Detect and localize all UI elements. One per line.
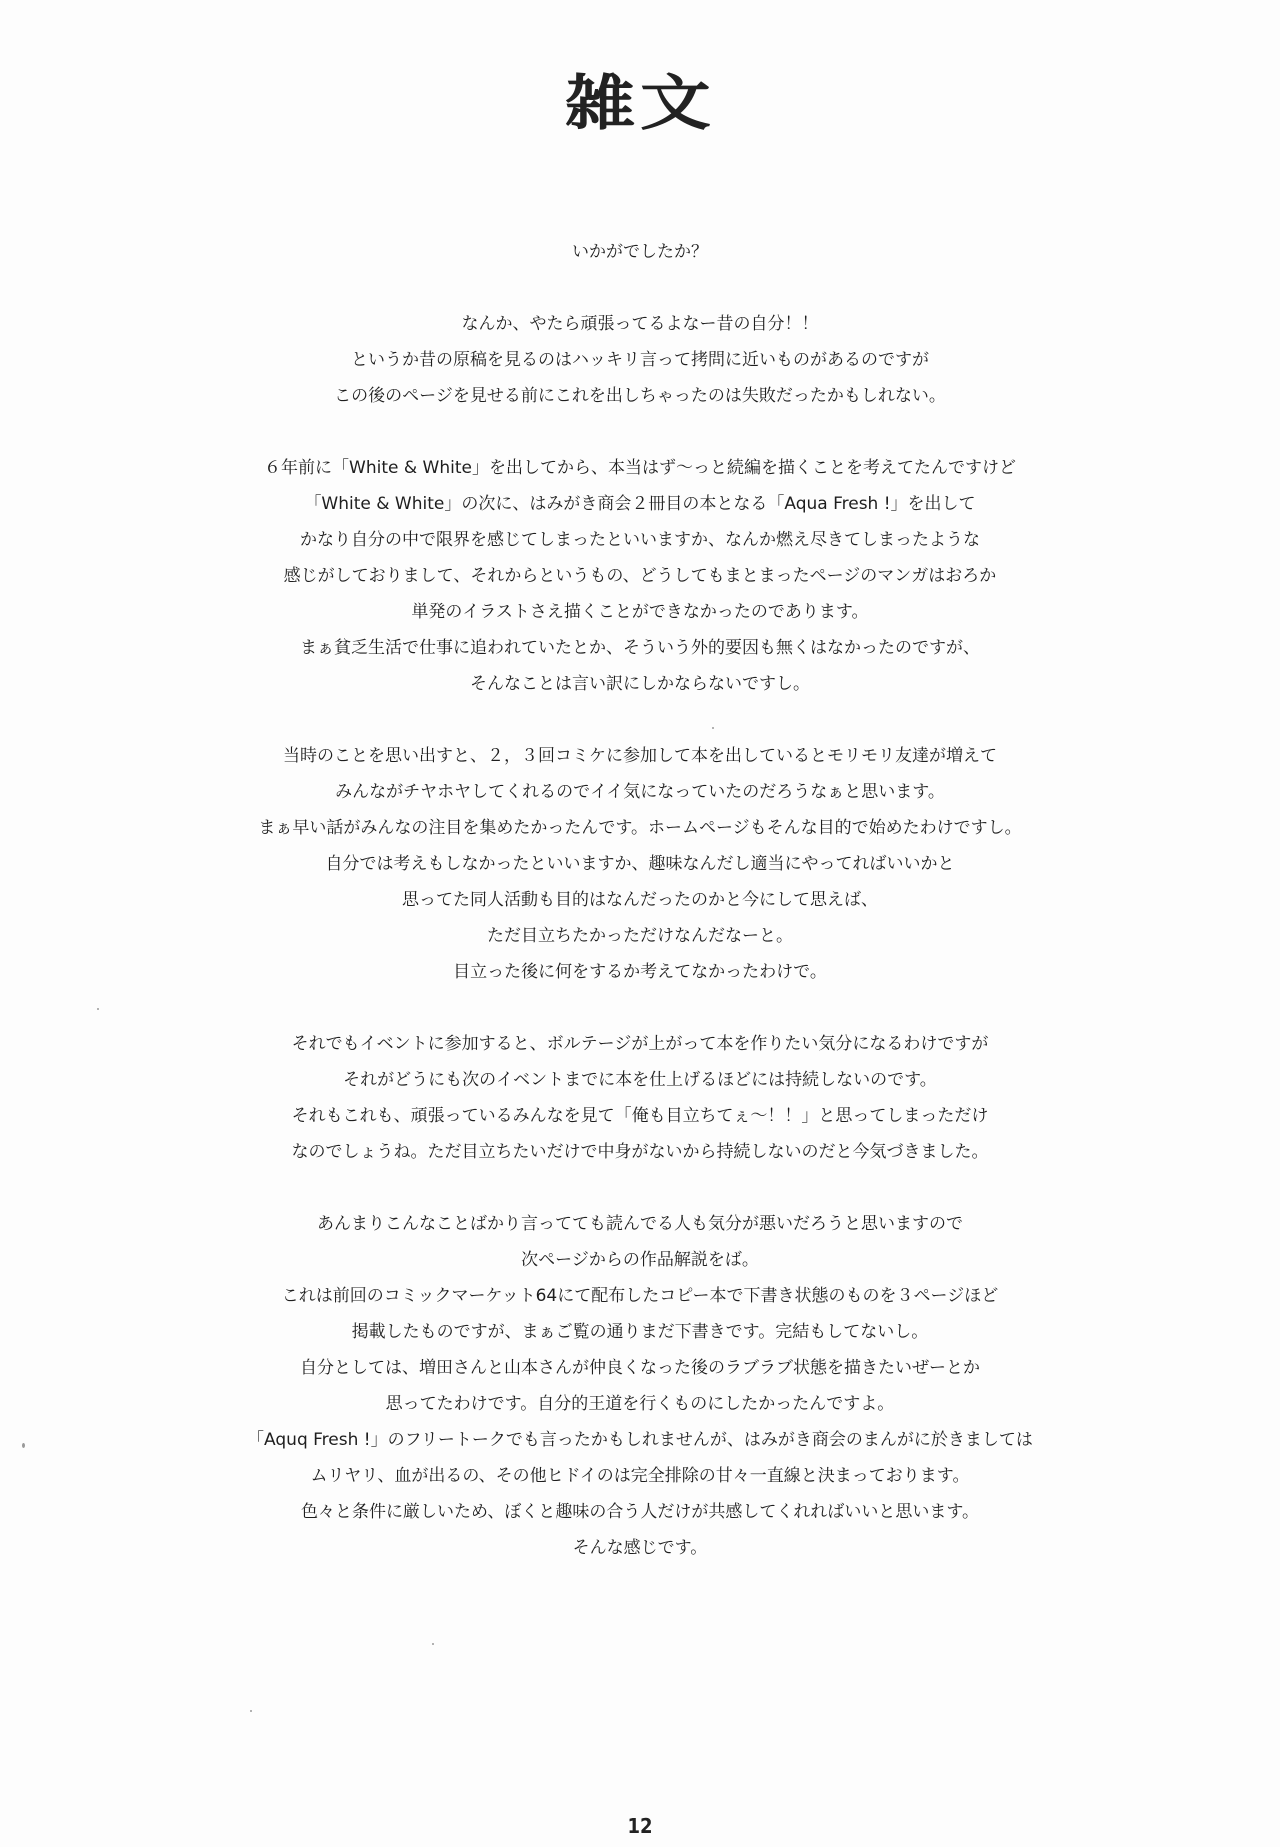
scan-speck bbox=[432, 1643, 434, 1645]
text-line: 次ページからの作品解説をば。 bbox=[521, 1250, 759, 1270]
text-line: まぁ貧乏生活で仕事に追われていたとか、そういう外的要因も無くはなかったのですが、 bbox=[300, 638, 980, 658]
text-line: 当時のことを思い出すと、２，３回コミケに参加して本を出しているとモリモリ友達が増えて bbox=[283, 746, 997, 766]
text-line: みんながチヤホヤしてくれるのでイイ気になっていたのだろうなぁと思います。 bbox=[335, 782, 945, 802]
text-line: そんな感じです。 bbox=[572, 1538, 708, 1558]
scan-speck bbox=[97, 1008, 99, 1010]
text-line: というか昔の原稿を見るのはハッキリ言って拷問に近いものがあるのですが bbox=[351, 350, 929, 370]
scan-speck bbox=[250, 1710, 252, 1712]
text-line: 自分では考えもしなかったといいますか、趣味なんだし適当にやってればいいかと bbox=[325, 854, 955, 874]
paragraph bbox=[0, 1026, 1280, 1170]
text-line: 感じがしておりまして、それからというもの、どうしてもまとまったページのマンガはおろか bbox=[283, 566, 997, 586]
paragraph bbox=[0, 738, 1280, 990]
text-line: あんまりこんなことばかり言ってても読んでる人も気分が悪いだろうと思いますので bbox=[317, 1214, 963, 1234]
text-line: 「White & White」の次に、はみがき商会２冊目の本となる「Aqua Fresh !」を出して bbox=[304, 494, 976, 514]
text-line: 色々と条件に厳しいため、ぼくと趣味の合う人だけが共感してくれればいいと思います。 bbox=[301, 1502, 979, 1522]
paragraph bbox=[0, 234, 1280, 270]
text-line: そんなことは言い訳にしかならないですし。 bbox=[470, 674, 810, 694]
text-line: なのでしょうね。ただ目立ちたいだけで中身がないから持続しないのだと今気づきました。 bbox=[291, 1142, 989, 1162]
text-line: それもこれも、頑張っているみんなを見て「俺も目立ちてぇ～！！」と思ってしまっただけ bbox=[291, 1106, 989, 1126]
text-line: 目立った後に何をするか考えてなかったわけで。 bbox=[453, 962, 827, 982]
text-line: 自分としては、増田さんと山本さんが仲良くなった後のラブラブ状態を描きたいぜーとか bbox=[300, 1358, 980, 1378]
text-line: 掲載したものですが、まぁご覧の通りまだ下書きです。完結もしてないし。 bbox=[351, 1322, 929, 1342]
essay-body bbox=[0, 234, 1280, 1602]
text-line: これは前回のコミックマーケット64にて配布したコピー本で下書き状態のものを３ページほど bbox=[281, 1286, 999, 1306]
text-line: 単発のイラストさえ描くことができなかったのであります。 bbox=[411, 602, 869, 622]
paragraph bbox=[0, 450, 1280, 702]
text-line: 思ってたわけです。自分的王道を行くものにしたかったんですよ。 bbox=[385, 1394, 895, 1414]
text-line: この後のページを見せる前にこれを出しちゃったのは失敗だったかもしれない。 bbox=[334, 386, 946, 406]
scan-speck bbox=[712, 727, 714, 729]
page-title: 雑文 bbox=[564, 69, 716, 139]
text-line: ムリヤリ、血が出るの、その他ヒドイのは完全排除の甘々一直線と決まっております。 bbox=[310, 1466, 970, 1486]
text-line: それでもイベントに参加すると、ボルテージが上がって本を作りたい気分になるわけですが bbox=[291, 1034, 989, 1054]
text-line: 思ってた同人活動も目的はなんだったのかと今にして思えば、 bbox=[402, 890, 878, 910]
text-line: ６年前に「White & White」を出してから、本当はず～っと続編を描くことを考えてたんですけど bbox=[264, 458, 1016, 478]
scan-speck bbox=[22, 1443, 25, 1448]
text-line: それがどうにも次のイベントまでに本を仕上げるほどには持続しないのです。 bbox=[343, 1070, 937, 1090]
paragraph bbox=[0, 306, 1280, 414]
paragraph bbox=[0, 1206, 1280, 1566]
text-line: ただ目立ちたかっただけなんだなーと。 bbox=[487, 926, 793, 946]
page-number: 12 bbox=[627, 1814, 653, 1838]
text-line: まぁ早い話がみんなの注目を集めたかったんです。ホームページもそんな目的で始めたわけですし。 bbox=[258, 818, 1022, 838]
text-line: 「Aquq Fresh !」のフリートークでも言ったかもしれませんが、はみがき商会のまんがに於きましては bbox=[247, 1430, 1033, 1450]
text-line: かなり自分の中で限界を感じてしまったといいますか、なんか燃え尽きてしまったような bbox=[300, 530, 980, 550]
text-line: いかがでしたか？ bbox=[572, 242, 708, 262]
text-line: なんか、やたら頑張ってるよなー昔の自分！！ bbox=[461, 314, 819, 334]
